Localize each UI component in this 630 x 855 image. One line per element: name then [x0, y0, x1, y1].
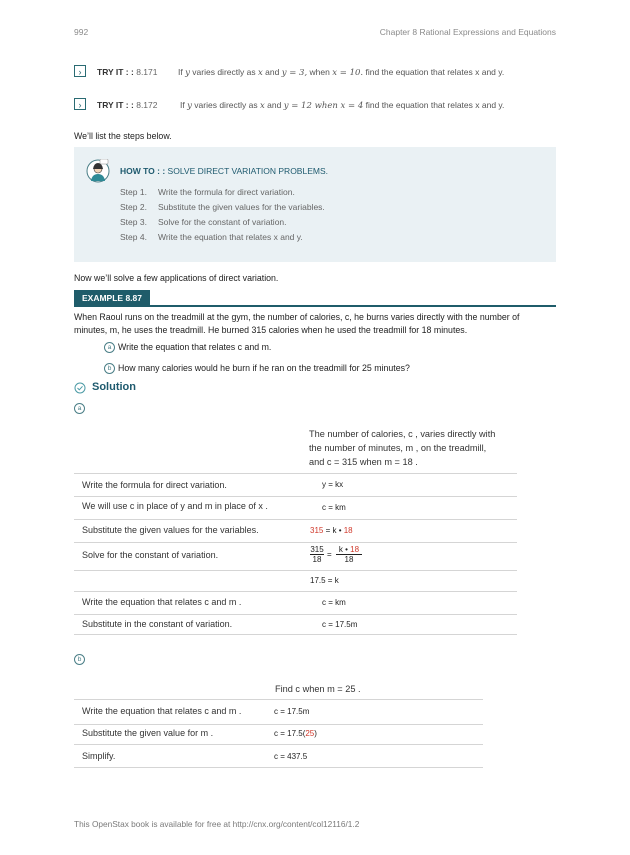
table-a-row-1: Write the formula for direct variation. y = kx — [74, 473, 517, 497]
person-icon — [86, 159, 110, 183]
table-b-row-2: Substitute the given value for m . c = 17.5(25) — [74, 724, 483, 745]
circle-a-marker: a — [104, 342, 115, 353]
steps-intro: We’ll list the steps below. — [74, 131, 172, 141]
solution-part-b-marker: b — [74, 651, 88, 669]
try-it-expand-button-2[interactable] — [74, 98, 86, 110]
howto-step-3-text: Solve for the constant of variation. — [158, 217, 287, 227]
table-a-row-7: Substitute in the constant of variation. c = 17.5m — [74, 615, 517, 635]
try-it-text-2: If y varies directly as x and y = 12 when x = 4 find the equation that relates x and y. — [180, 100, 505, 111]
example-label: EXAMPLE 8.87 — [74, 290, 150, 307]
example-part-b: b How many calories would he burn if he ran on the treadmill for 25 minutes? — [104, 362, 410, 375]
howto-step-2: Step 2. — [120, 202, 147, 212]
chevron-right-icon: › — [78, 100, 82, 110]
try-it-expand-button-1[interactable] — [74, 65, 86, 77]
example-part-a: a Write the equation that relates c and m. — [104, 341, 271, 354]
table-a-row-3: Substitute the given values for the variables. 315 = k • 18 — [74, 520, 517, 543]
chevron-right-icon: › — [78, 67, 82, 77]
footer-note: This OpenStax book is available for free at http://cnx.org/content/col12116/1.2 — [74, 819, 360, 829]
howto-box — [74, 147, 556, 262]
check-circle-icon — [74, 381, 86, 399]
example-problem: When Raoul runs on the treadmill at the gym, the number of calories, c, he burns varies directly with the number of minutes, m, he uses the treadmill. He burned 315 calories when he used the treadmill for 18 minutes. — [74, 312, 520, 335]
example-divider — [74, 305, 556, 307]
table-a-row-5: 17.5 = k — [74, 571, 517, 592]
howto-step-4-text: Write the equation that relates x and y. — [158, 232, 303, 242]
chapter-title: Chapter 8 Rational Expressions and Equations — [379, 27, 556, 37]
howto-step-2-text: Substitute the given values for the variables. — [158, 202, 325, 212]
try-it-label-2: TRY IT : : 8.172 — [97, 100, 158, 110]
try-it-label-1: TRY IT : : 8.171 — [97, 67, 158, 77]
try-it-text-1: If y varies directly as x and y = 3, when x = 10. find the equation that relates x and y. — [178, 67, 505, 78]
applications-intro: Now we’ll solve a few applications of direct variation. — [74, 273, 279, 283]
page-number: 992 — [74, 27, 89, 37]
howto-title: HOW TO : : SOLVE DIRECT VARIATION PROBLEMS. — [120, 166, 328, 176]
part-b-intro: Find c when m = 25 . — [275, 684, 361, 694]
howto-step-3: Step 3. — [120, 217, 147, 227]
table-a-row-6: Write the equation that relates c and m . c = km — [74, 592, 517, 615]
fraction-equation: 315 18 = k • 18 18 — [310, 545, 370, 567]
table-a-row-4: Solve for the constant of variation. 315 18 = k • 18 18 — [74, 543, 517, 571]
howto-step-4: Step 4. — [120, 232, 147, 242]
table-a-row-2: We will use c in place of y and m in place of x . c = km — [74, 496, 517, 520]
solution-title: Solution — [92, 381, 136, 393]
howto-step-1: Step 1. — [120, 187, 147, 197]
circle-b-marker: b — [104, 363, 115, 374]
solution-part-a-marker: a — [74, 400, 88, 418]
part-a-intro: The number of calories, c , varies directly with the number of minutes, m , on the treadmill, and c = 315 when m = 18 . — [309, 429, 496, 467]
table-b-row-3: Simplify. c = 437.5 — [74, 745, 483, 768]
howto-step-1-text: Write the formula for direct variation. — [158, 187, 295, 197]
table-b-row-1: Write the equation that relates c and m . c = 17.5m — [74, 699, 483, 725]
